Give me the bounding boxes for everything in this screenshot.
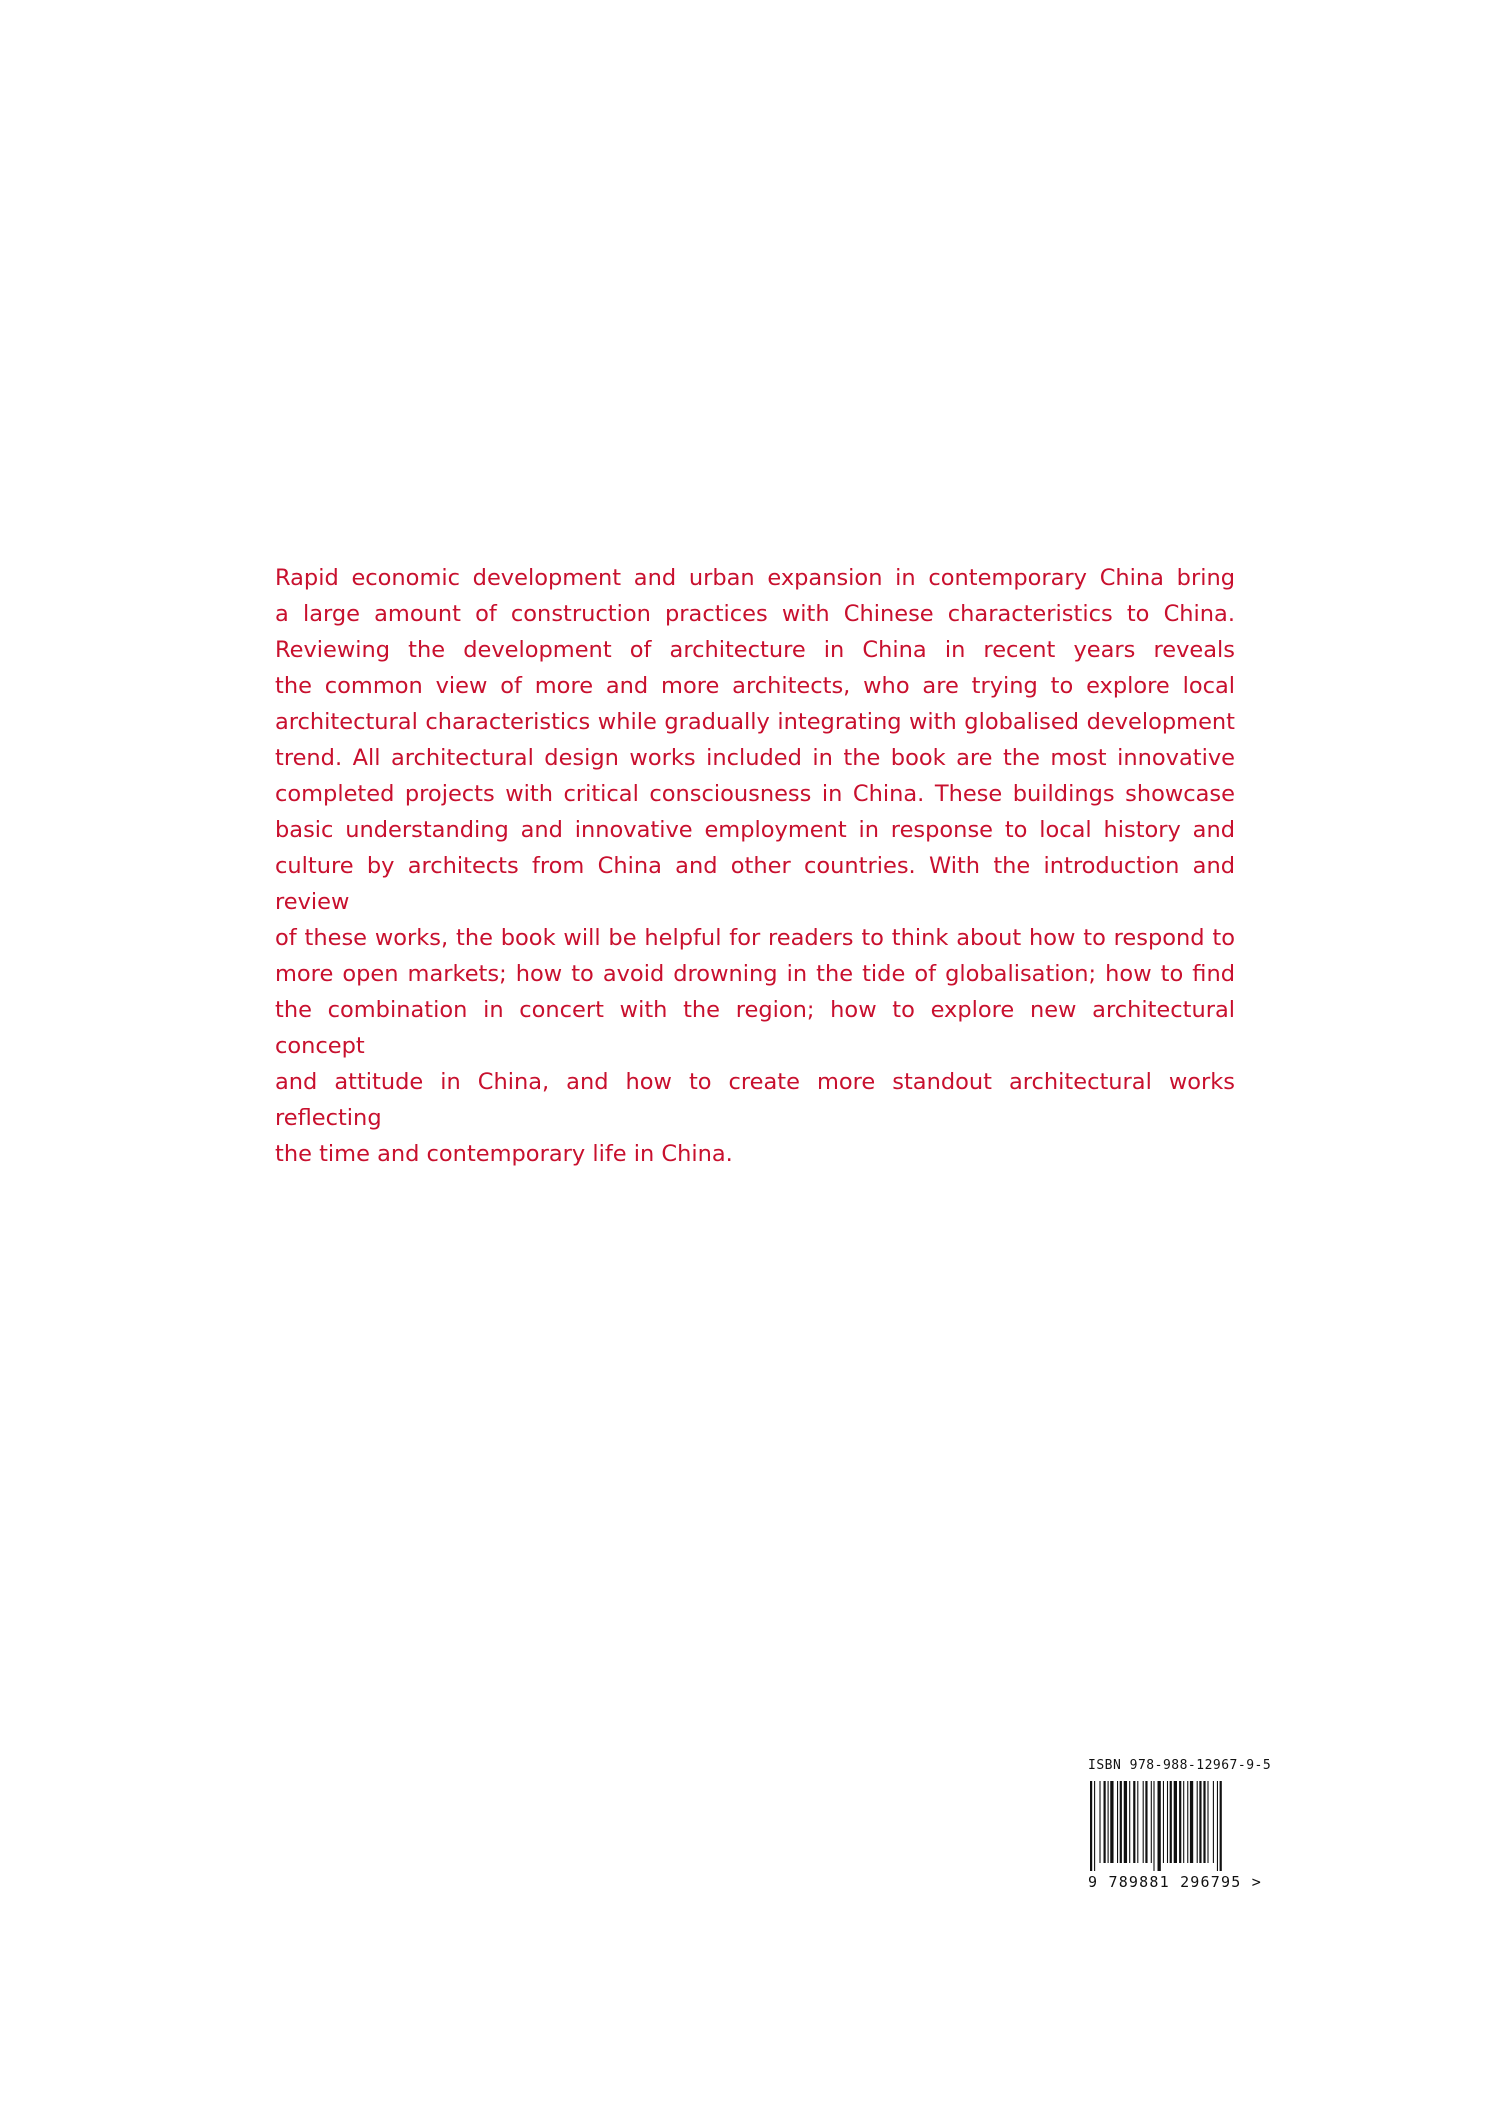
blurb-line: the combination in concert with the region; how to explore new architectural concept <box>275 997 1235 1059</box>
blurb-line: the common view of more and more architects, who are trying to explore local <box>275 673 1235 699</box>
barcode-digits: 9 789881 296795 > <box>1088 1873 1262 1891</box>
blurb-line: the time and contemporary life in China. <box>275 1141 733 1167</box>
back-cover-blurb <box>275 560 1235 1172</box>
isbn-label: ISBN 978-988-12967-9-5 <box>1088 1758 1272 1773</box>
barcode-block <box>1088 1758 1278 1891</box>
blurb-line: Rapid economic development and urban expansion in contemporary China bring <box>275 565 1235 591</box>
blurb-line: architectural characteristics while gradually integrating with globalised development <box>275 709 1235 735</box>
blurb-line: more open markets; how to avoid drowning in the tide of globalisation; how to find <box>275 961 1235 987</box>
blurb-line: culture by architects from China and other countries. With the introduction and review <box>275 853 1235 915</box>
barcode-bars <box>1088 1781 1268 1871</box>
blurb-line: completed projects with critical consciousness in China. These buildings showcase <box>275 781 1235 807</box>
blurb-line: of these works, the book will be helpful for readers to think about how to respond to <box>275 925 1235 951</box>
blurb-line: a large amount of construction practices with Chinese characteristics to China. <box>275 601 1235 627</box>
blurb-line: basic understanding and innovative employment in response to local history and <box>275 817 1235 843</box>
blurb-line: and attitude in China, and how to create more standout architectural works reflecting <box>275 1069 1235 1131</box>
blurb-line: trend. All architectural design works included in the book are the most innovative <box>275 745 1235 771</box>
blurb-line: Reviewing the development of architecture in China in recent years reveals <box>275 637 1235 663</box>
